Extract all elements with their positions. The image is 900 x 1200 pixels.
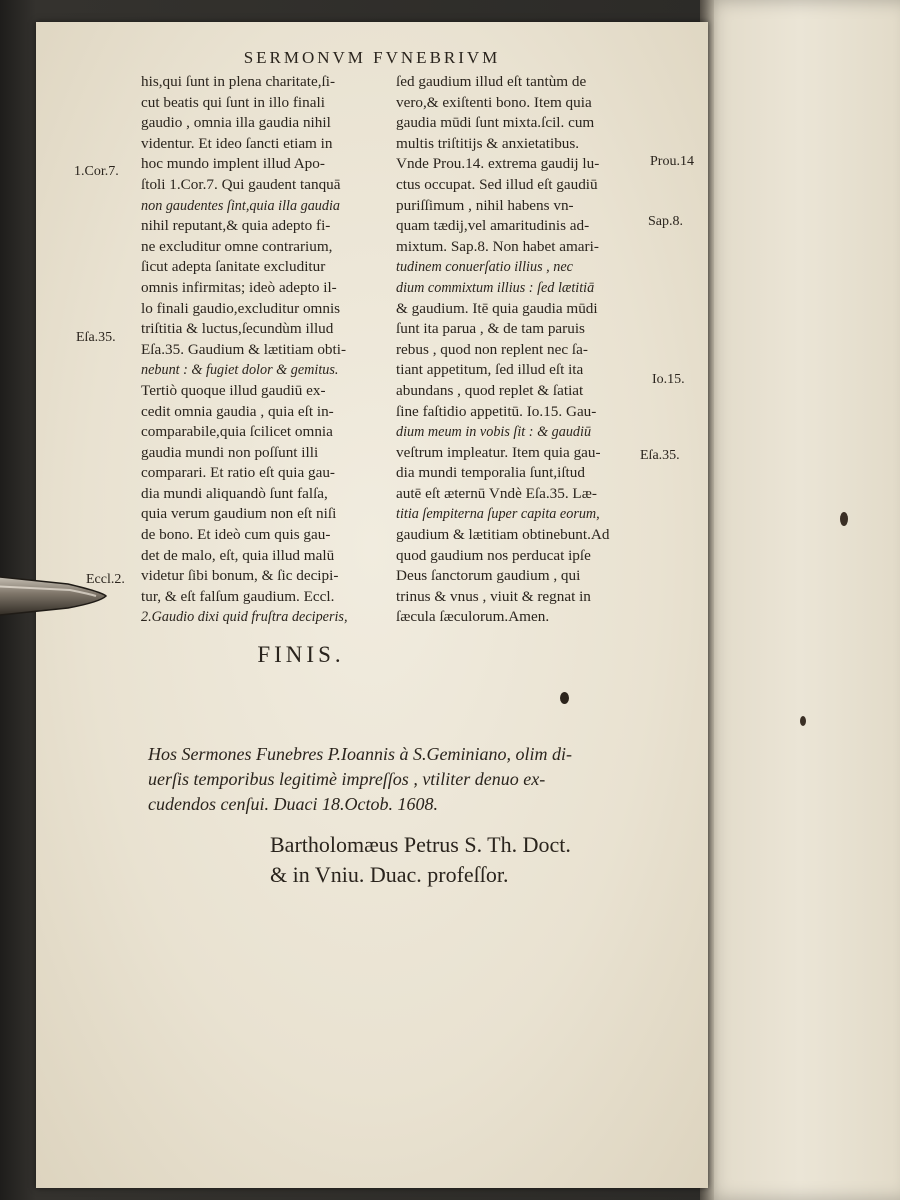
left-column-line: quia verum gaudium non eſt niſi <box>141 505 337 523</box>
right-column-line: gaudia mūdi ſunt mixta.ſcil. cum <box>396 114 595 132</box>
margin-note-prou: Prou.14 <box>650 154 694 169</box>
left-column-line: ſtoli 1.Cor.7. Qui gaudent tanquā <box>141 175 341 193</box>
right-column-line: mixtum. Sap.8. Non habet amari- <box>396 237 599 255</box>
right-column-line: tiant appetitum, ſed illud eſt ita <box>396 361 584 379</box>
right-column-line: multis triſtitijs & anxietatibus. <box>396 134 580 152</box>
right-column-line: dia mundi temporalia ſunt,iſtud <box>396 464 585 482</box>
left-column-line: lo finali gaudio,excluditur omnis <box>141 299 341 317</box>
left-column-line: triſtitia & luctus,ſecundùm illud <box>141 320 334 338</box>
left-column-line: videtur ſibi bonum, & ſic decipi- <box>141 567 339 585</box>
right-column-line: dium meum in vobis ſit : & gaudiū <box>396 424 592 441</box>
right-column-line: Deus ſanctorum gaudium , qui <box>396 567 581 585</box>
right-column-line: veſtrum impleatur. Item quia gau- <box>396 443 601 461</box>
right-column-line: autē eſt æternū Vndè Eſa.35. Læ- <box>396 484 597 502</box>
left-column-line: tur, & eſt falſum gaudium. Eccl. <box>141 587 335 605</box>
left-column-line: ne excluditur omne contrarium, <box>141 237 333 255</box>
left-column-line: nihil reputant,& quia adepto fi- <box>141 217 331 235</box>
left-column-line: videntur. Et ideo ſancti etiam in <box>141 134 333 152</box>
right-column-line: puriſſimum , nihil habens vn- <box>396 196 574 214</box>
right-column-line: abundans , quod replet & ſatiat <box>396 381 584 399</box>
right-column-line: ſæcula ſæculorum.Amen. <box>396 608 550 626</box>
left-column-line: Eſa.35. Gaudium & lætitiam obti- <box>141 340 347 358</box>
book-page <box>36 22 708 1188</box>
right-column-line: trinus & vnus , viuit & regnat in <box>396 587 591 605</box>
foxing-spot <box>800 716 806 726</box>
finis-heading: FINIS. <box>257 642 345 667</box>
left-column-line: det de malo, eſt, quia illud malū <box>141 546 335 564</box>
right-column-line: Vnde Prou.14. extrema gaudij lu- <box>396 155 600 173</box>
approbation-line: Hos Sermones Funebres P.Ioannis à S.Geminiano, olim di- <box>148 744 572 764</box>
right-column-line: ctus occupat. Sed illud eſt gaudiū <box>396 175 598 193</box>
right-column-line: vero,& exiſtenti bono. Item quia <box>396 93 592 111</box>
right-column-line: titia ſempiterna ſuper capita eorum, <box>396 506 600 523</box>
left-column-line: his,qui ſunt in plena charitate,ſi- <box>141 73 336 90</box>
margin-note-sap: Sap.8. <box>648 214 683 229</box>
margin-note-io: Io.15. <box>652 372 685 387</box>
approbation-text <box>148 742 668 817</box>
right-column-line: gaudium & lætitiam obtinebunt.Ad <box>396 526 610 544</box>
left-column-line: dia mundi aliquandò ſunt falſa, <box>141 484 328 502</box>
left-column-line: nebunt : & fugiet dolor & gemitus. <box>141 362 339 379</box>
margin-note-eccl: Eccl.2. <box>86 572 125 587</box>
facing-page-edge <box>700 0 900 1200</box>
signature-line: Bartholomæus Petrus S. Th. Doct. <box>270 832 571 857</box>
approbation-line: cudendos cenſui. Duaci 18.Octob. 1608. <box>148 794 438 814</box>
margin-note-cor: 1.Cor.7. <box>74 164 119 179</box>
left-column-line: cut beatis qui ſunt in illo finali <box>141 93 325 111</box>
censor-signature <box>270 830 670 890</box>
left-column-line: gaudio , omnia illa gaudia nihil <box>141 114 331 132</box>
right-text-column <box>396 72 648 628</box>
right-column-line: tudinem conuerſatio illius , nec <box>396 259 573 276</box>
left-column-line: omnis infirmitas; ideò adepto il- <box>141 278 337 296</box>
right-column-line: ſine faſtidio appetitū. Io.15. Gau- <box>396 402 597 420</box>
right-column-line: quod gaudium nos perducat ipſe <box>396 546 591 564</box>
left-column-line: hoc mundo implent illud Apo- <box>141 155 325 173</box>
foxing-spot <box>840 512 848 526</box>
right-column-line: dium commixtum illius : ſed lætitiā <box>396 279 595 296</box>
left-column-line: gaudia mundi non poſſunt illi <box>141 443 319 461</box>
left-column-line: comparari. Et ratio eſt quia gau- <box>141 464 335 482</box>
left-column-line: de bono. Et ideò cum quis gau- <box>141 526 331 544</box>
margin-note-esa-left: Eſa.35. <box>76 330 116 345</box>
left-column-line: non gaudentes ſint,quia illa gaudia <box>141 197 341 214</box>
left-column-line: cedit omnia gaudia , quia eſt in- <box>141 402 334 420</box>
right-column-line: quam tædij,vel amaritudinis ad- <box>396 217 590 235</box>
right-column-line: ſunt ita parua , & de tam paruis <box>396 320 585 338</box>
left-text-column <box>141 72 381 628</box>
right-column-line: rebus , quod non replent nec ſa- <box>396 340 588 358</box>
right-column-line: ſed gaudium illud eſt tantùm de <box>396 73 587 90</box>
left-column-line: 2.Gaudio dixi quid fruſtra deciperis, <box>141 609 348 626</box>
left-column-line: Tertiò quoque illud gaudiū ex- <box>141 381 326 399</box>
running-head: SERMONVM FVNEBRIVM <box>243 48 501 67</box>
left-column-line: ſicut adepta ſanitate excluditur <box>141 258 326 276</box>
left-column-line: comparabile,quia ſcilicet omnia <box>141 423 333 441</box>
right-column-line: & gaudium. Itē quia gaudia mūdi <box>396 299 598 317</box>
signature-line: & in Vniu. Duac. profeſſor. <box>270 862 509 887</box>
margin-note-esa-right: Eſa.35. <box>640 448 680 463</box>
approbation-line: uerſis temporibus legitimè impreſſos , vtiliter denuo ex- <box>148 769 546 789</box>
page-weight-pointer <box>0 566 110 622</box>
ink-speck <box>560 692 569 704</box>
